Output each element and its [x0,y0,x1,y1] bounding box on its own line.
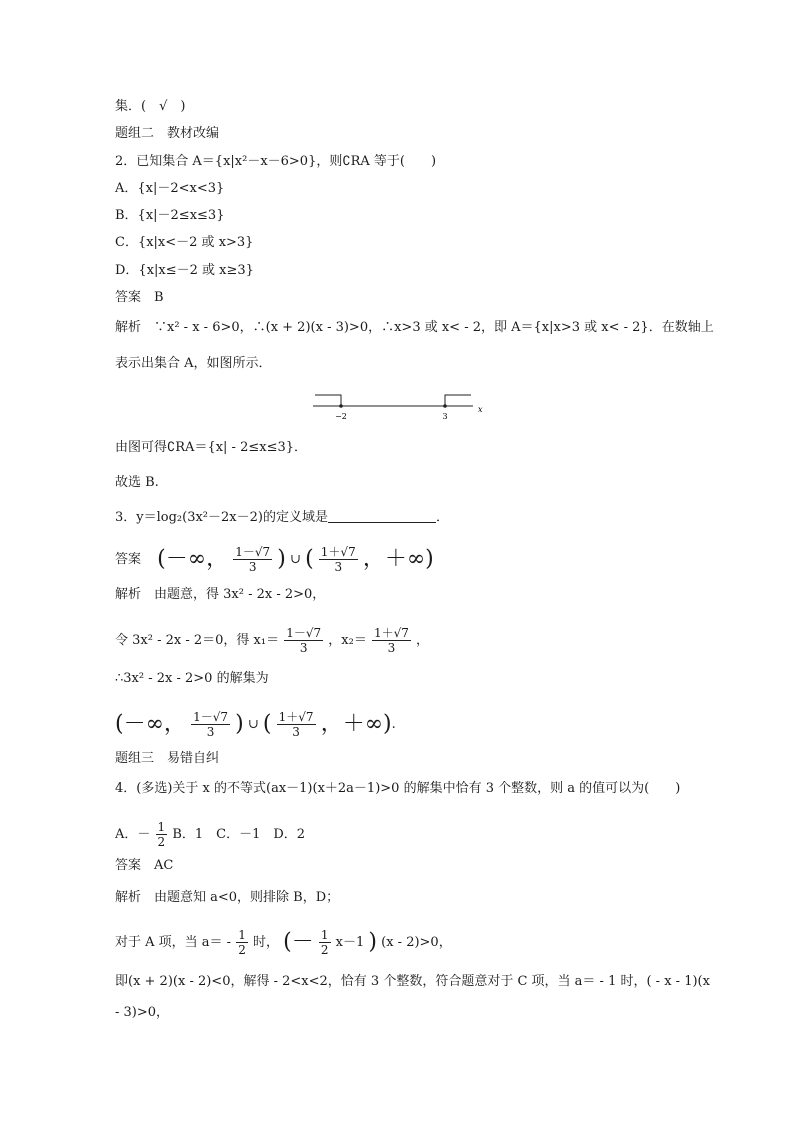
text: 令 3x² - 2x - 2＝0，得 x₁＝ [115,633,280,648]
answer-blank [328,508,436,523]
analysis-line: ∴3x² - 2x - 2>0 的解集为 [115,671,269,686]
analysis-line [115,626,429,655]
section-heading: 题组三 易错自纠 [115,751,220,766]
fraction: $\frac{1}{2}$ [320,928,329,957]
text: ，x₂＝ [328,633,367,648]
punctuation: ． [435,510,449,525]
section-heading: 题组二 教材改编 [115,126,220,141]
analysis-line [115,928,452,957]
fraction: $\frac{1-√7}{3}$ [286,626,322,655]
text: 对于 A 项，当 a＝ - [115,935,236,950]
tick-label: −2 [335,412,347,421]
option-d: D．{x|x≤－2 或 x≥3} [115,263,254,278]
close-paren: ，＋∞) [320,711,392,737]
solution-set [115,710,396,739]
open-paren: ( [305,546,314,572]
fraction: $\frac{1}{2}$ [157,820,166,849]
text-line: 集．( √ ) [115,99,186,114]
close-paren: ) [368,929,377,955]
open-paren: (－∞， [157,546,229,572]
left-point [339,404,343,408]
answer-line [115,545,434,574]
analysis-line: 解析 由题意知 a<0，则排除 B，D； [115,890,340,905]
text: B．1 C．－1 D．2 [172,827,306,842]
left-bracket [315,395,341,406]
text: x－1 [335,935,365,950]
union-sign: ∪ [247,717,259,732]
question-2: 2．已知集合 A＝{x|x²－x－6>0}，则∁RA 等于( ) [115,154,437,169]
analysis-line: 故选 B. [115,475,159,490]
answer-line: 答案 B [115,290,164,305]
open-paren: (－∞， [115,711,186,737]
answer-label: 答案 [115,552,142,567]
question-text: 3．y＝log₂(3x²－2x－2)的定义域是 [115,510,328,525]
text: 时， [252,935,279,950]
text: (x - 2)>0， [381,935,452,950]
text: A．－ [115,827,151,842]
tick-label: 3 [442,412,448,421]
text: . [391,717,396,732]
close-paren: ，＋∞) [362,546,434,572]
fraction: $\frac{1-√7}{3}$ [235,545,271,574]
analysis-line: 即(x + 2)(x - 2)<0，解得 - 2<x<2，恰有 3 个整数，符合题意对于 C 项，当 a＝ - 1 时，( - x - 1)(x [115,974,710,989]
fraction: $\frac{1+√7}{3}$ [373,626,409,655]
option-b: B．{x|－2≤x≤3} [115,208,225,223]
right-point [443,404,447,408]
fraction: $\frac{1-√7}{3}$ [193,710,228,739]
open-paren: (－ [283,929,314,955]
union-sign: ∪ [290,552,301,567]
axis-label: x [478,405,483,414]
text: ， [416,633,430,648]
answer-line: 答案 AC [115,858,174,873]
analysis-line: 表示出集合 A，如图所示． [115,356,272,371]
fraction: $\frac{1+√7}{3}$ [278,710,314,739]
options-line [115,820,305,849]
analysis-line: - 3)>0， [115,1005,170,1020]
close-paren: ) [235,711,244,737]
analysis-line: 由图可得∁RA＝{x| - 2≤x≤3}． [115,440,308,455]
option-c: C．{x|x<－2 或 x>3} [115,235,254,250]
number-line-figure [305,386,485,426]
analysis-line: 解析 ∵x² - x - 6>0，∴(x + 2)(x - 3)>0，∴x>3 或 x< - 2，即 A＝{x|x>3 或 x< - 2}．在数轴上 [115,320,714,335]
analysis-line: 解析 由题意，得 3x² - 2x - 2>0， [115,587,326,602]
right-bracket [445,395,471,406]
close-paren: ) [277,546,286,572]
fraction: $\frac{1}{2}$ [238,928,246,957]
open-paren: ( [262,711,272,737]
question-3 [115,508,449,527]
question-4: 4．(多选)关于 x 的不等式(ax－1)(x＋2a－1)>0 的解集中恰有 3 个整数，则 a 的值可以为( ) [115,781,681,796]
option-a: A．{x|－2<x<3} [115,181,225,196]
fraction: $\frac{1+√7}{3}$ [320,545,356,574]
